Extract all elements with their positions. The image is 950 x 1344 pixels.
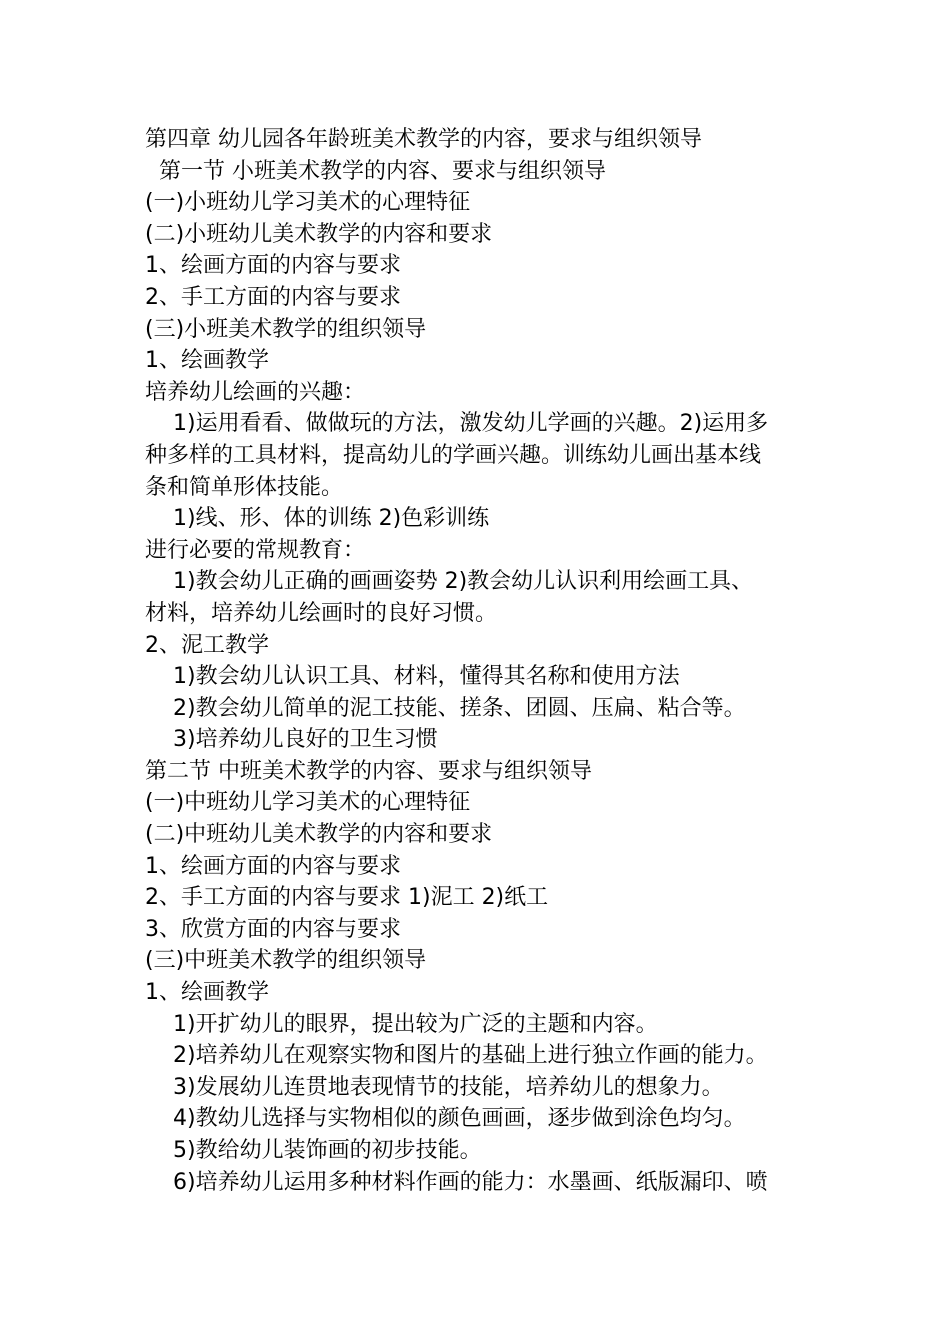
- subsection-heading: (一)小班幼儿学习美术的心理特征: [145, 190, 471, 216]
- paragraph-line: 材料，培养幼儿绘画时的良好习惯。: [145, 600, 498, 626]
- subsection-heading: (二)小班幼儿美术教学的内容和要求: [145, 221, 493, 247]
- paragraph-line: 6)培养幼儿运用多种材料作画的能力：水墨画、纸版漏印、喷: [173, 1169, 768, 1195]
- list-item: 1、绘画教学: [145, 348, 269, 374]
- section-heading: 第一节 小班美术教学的内容、要求与组织领导: [159, 158, 606, 184]
- paragraph-line: 3)发展幼儿连贯地表现情节的技能，培养幼儿的想象力。: [173, 1074, 724, 1100]
- subsection-heading: (一)中班幼儿学习美术的心理特征: [145, 790, 471, 816]
- paragraph-line: 2)教会幼儿简单的泥工技能、搓条、团圆、压扁、粘合等。: [173, 695, 746, 721]
- subsection-heading: (三)中班美术教学的组织领导: [145, 948, 427, 974]
- list-item: 3、欣赏方面的内容与要求: [145, 916, 401, 942]
- paragraph-line: 培养幼儿绘画的兴趣：: [145, 379, 366, 405]
- list-item: 1、绘画方面的内容与要求: [145, 853, 401, 879]
- list-item: 2、手工方面的内容与要求 1)泥工 2)纸工: [145, 885, 549, 911]
- paragraph-line: 种多样的工具材料，提高幼儿的学画兴趣。训练幼儿画出基本线: [145, 442, 762, 468]
- list-item: 1、绘画方面的内容与要求: [145, 253, 401, 279]
- paragraph-line: 1)线、形、体的训练 2)色彩训练: [173, 506, 490, 532]
- chapter-title: 第四章 幼儿园各年龄班美术教学的内容，要求与组织领导: [145, 127, 702, 152]
- paragraph-line: 5)教给幼儿装饰画的初步技能。: [173, 1138, 482, 1163]
- list-item: 2、泥工教学: [145, 632, 269, 658]
- paragraph-line: 1)运用看看、做做玩的方法，激发幼儿学画的兴趣。2)运用多: [173, 411, 769, 437]
- paragraph-line: 1)教会幼儿认识工具、材料，懂得其名称和使用方法: [173, 664, 680, 690]
- paragraph-line: 1)教会幼儿正确的画画姿势 2)教会幼儿认识利用绘画工具、: [173, 569, 754, 595]
- paragraph-line: 条和简单形体技能。: [145, 474, 344, 500]
- subsection-heading: (三)小班美术教学的组织领导: [145, 316, 427, 342]
- paragraph-line: 进行必要的常规教育：: [145, 537, 366, 563]
- paragraph-line: 1)开扩幼儿的眼界，提出较为广泛的主题和内容。: [173, 1011, 658, 1037]
- list-item: 1、绘画教学: [145, 980, 269, 1006]
- document-body: [145, 124, 815, 1198]
- section-heading: 第二节 中班美术教学的内容、要求与组织领导: [145, 758, 592, 784]
- paragraph-line: 4)教幼儿选择与实物相似的颜色画画，逐步做到涂色均匀。: [173, 1106, 746, 1132]
- list-item: 2、手工方面的内容与要求: [145, 284, 401, 310]
- subsection-heading: (二)中班幼儿美术教学的内容和要求: [145, 822, 493, 848]
- paragraph-line: 2)培养幼儿在观察实物和图片的基础上进行独立作画的能力。: [173, 1043, 768, 1069]
- paragraph-line: 3)培养幼儿良好的卫生习惯: [173, 727, 438, 753]
